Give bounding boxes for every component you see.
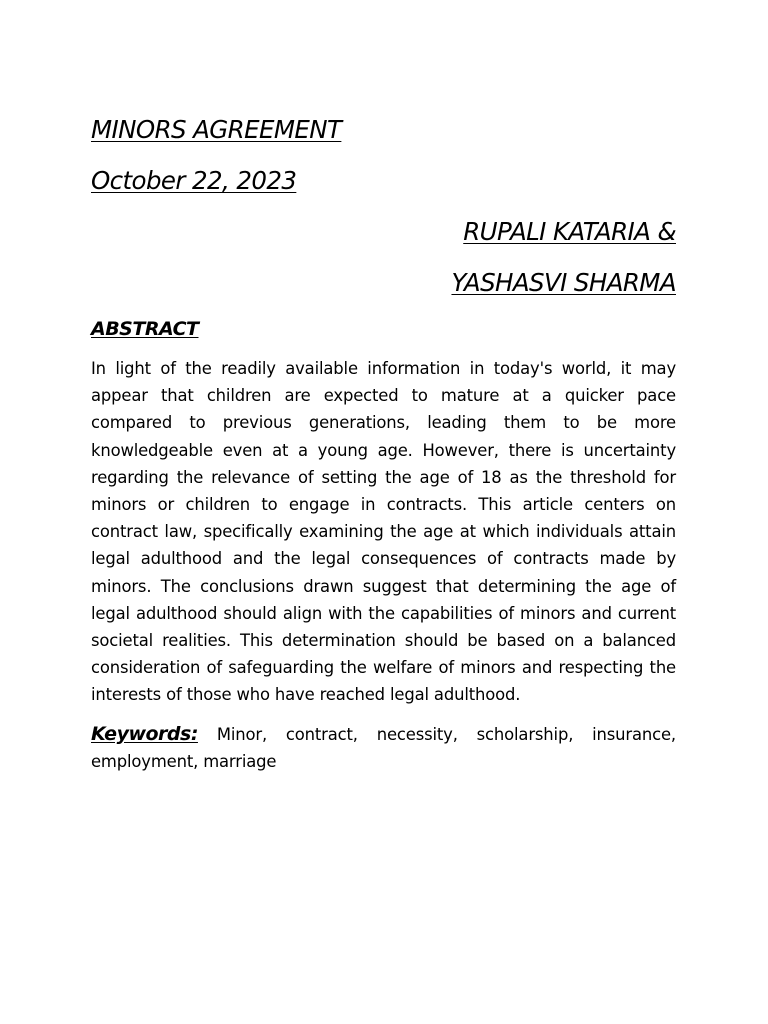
document-title: MINORS AGREEMENT [91, 115, 342, 144]
document-date: October 22, 2023 [91, 166, 297, 195]
author-line-2: YASHASVI SHARMA [451, 268, 676, 297]
author-line-1: RUPALI KATARIA & [463, 217, 676, 246]
keywords-list: Minor, contract, necessity, scholarship, insurance, employment, marriage [91, 725, 676, 772]
abstract-heading: ABSTRACT [91, 318, 199, 340]
abstract-paragraph: In light of the readily available information in today's world, it may appear that children are expected to mature at a quicker pace compared to previous generations, leading them to be more knowledgeable even at a young age. However, there is uncertainty regarding the relevance of setting the age of 18 as the threshold for minors or children to engage in contracts. This article centers on contract law, specifically examining the age at which individuals attain legal adulthood and the legal consequences of contracts made by minors. The conclusions drawn suggest that determining the age of legal adulthood should align with the capabilities of minors and current societal realities. This determination should be based on a balanced consideration of safeguarding the welfare of minors and respecting the interests of those who have reached legal adulthood. [91, 359, 676, 705]
keywords-paragraph [91, 721, 676, 775]
keywords-label: Keywords: [91, 723, 198, 745]
